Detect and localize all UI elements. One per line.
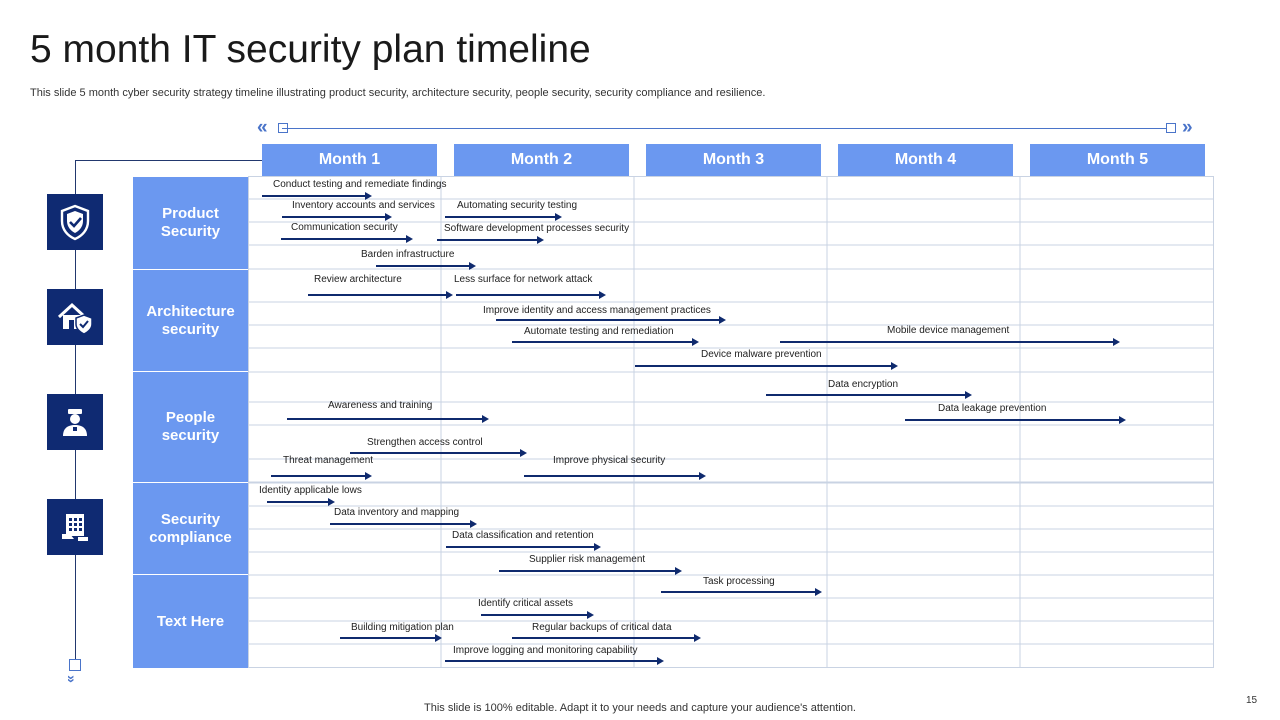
task-arrow <box>780 341 1118 343</box>
task-arrow <box>340 637 440 639</box>
task-label: Task processing <box>703 576 775 587</box>
task-label: Improve identity and access management practices <box>483 305 711 316</box>
task-arrow <box>330 523 475 525</box>
task-label: Improve logging and monitoring capability <box>453 645 638 656</box>
task-arrow <box>499 570 680 572</box>
task-label: Communication security <box>291 222 398 233</box>
task-arrow <box>308 294 451 296</box>
chevron-down-double-icon: » <box>63 675 80 683</box>
category-people-security: People security <box>133 372 248 482</box>
calculator-document-icon <box>47 499 103 555</box>
task-label: Data inventory and mapping <box>334 507 460 518</box>
task-label: Conduct testing and remediate findings <box>273 179 447 190</box>
house-shield-icon <box>47 289 103 345</box>
month-header-3: Month 3 <box>646 144 821 176</box>
task-label: Supplier risk management <box>529 554 646 565</box>
task-arrow <box>496 319 724 321</box>
task-label: Building mitigation plan <box>351 622 454 633</box>
task-arrow <box>281 238 411 240</box>
task-label: Data classification and retention <box>452 530 594 541</box>
task-arrow <box>445 660 662 662</box>
task-arrow <box>512 341 697 343</box>
task-arrow <box>271 475 370 477</box>
task-arrow <box>350 452 525 454</box>
task-arrow <box>437 239 542 241</box>
month-header-5: Month 5 <box>1030 144 1205 176</box>
task-arrow <box>635 365 896 367</box>
task-arrow <box>282 216 390 218</box>
task-label: Identify critical assets <box>478 598 574 609</box>
security-guard-icon <box>47 394 103 450</box>
month-header-2: Month 2 <box>454 144 629 176</box>
task-label: Regular backups of critical data <box>532 622 672 633</box>
task-label: Barden infrastructure <box>361 249 455 260</box>
task-label: Inventory accounts and services <box>292 200 435 211</box>
category-text-here: Text Here <box>133 575 248 668</box>
task-label: Mobile device management <box>887 325 1010 336</box>
chevron-left-double-icon: « <box>257 117 268 138</box>
task-arrow <box>267 501 333 503</box>
task-label: Less surface for network attack <box>454 274 593 285</box>
category-architecture-security: Architecture security <box>133 270 248 371</box>
task-arrow <box>287 418 487 420</box>
month-header-4: Month 4 <box>838 144 1013 176</box>
task-label: Improve physical security <box>553 455 666 466</box>
task-arrow <box>661 591 820 593</box>
task-label: Data encryption <box>828 379 899 390</box>
task-arrow <box>766 394 970 396</box>
task-arrow <box>512 637 699 639</box>
task-arrow <box>905 419 1124 421</box>
page-title: 5 month IT security plan timeline <box>30 28 591 71</box>
chevron-right-double-icon: » <box>1182 117 1193 138</box>
rail-end-marker <box>1166 123 1176 133</box>
page-subtitle: This slide 5 month cyber security strategy timeline illustrating product security, architecture security, people security, security compliance and resilience. <box>30 87 766 99</box>
task-label: Data leakage prevention <box>938 403 1047 414</box>
task-arrow <box>524 475 704 477</box>
task-arrow <box>376 265 474 267</box>
shield-check-icon <box>47 194 103 250</box>
top-connector-line <box>75 160 262 161</box>
task-arrow <box>445 216 560 218</box>
category-security-compliance: Security compliance <box>133 483 248 574</box>
footer-note: This slide is 100% editable. Adapt it to your needs and capture your audience's attention. <box>424 702 856 714</box>
task-arrow <box>262 195 370 197</box>
task-label: Identity applicable lows <box>259 485 362 496</box>
month-header-1: Month 1 <box>262 144 437 176</box>
task-label: Device malware prevention <box>701 349 822 360</box>
connector-end-marker <box>69 659 81 671</box>
task-label: Threat management <box>283 455 374 466</box>
timeline-rail <box>282 128 1170 129</box>
page-number: 15 <box>1246 695 1258 706</box>
task-label: Awareness and training <box>328 400 433 411</box>
task-label: Software development processes security <box>444 223 630 234</box>
task-label: Strengthen access control <box>367 437 483 448</box>
task-label: Review architecture <box>314 274 402 285</box>
task-arrow <box>456 294 604 296</box>
category-product-security: Product Security <box>133 177 248 269</box>
task-arrow <box>446 546 599 548</box>
task-arrow <box>481 614 592 616</box>
task-label: Automate testing and remediation <box>524 326 674 337</box>
task-label: Automating security testing <box>457 200 578 211</box>
